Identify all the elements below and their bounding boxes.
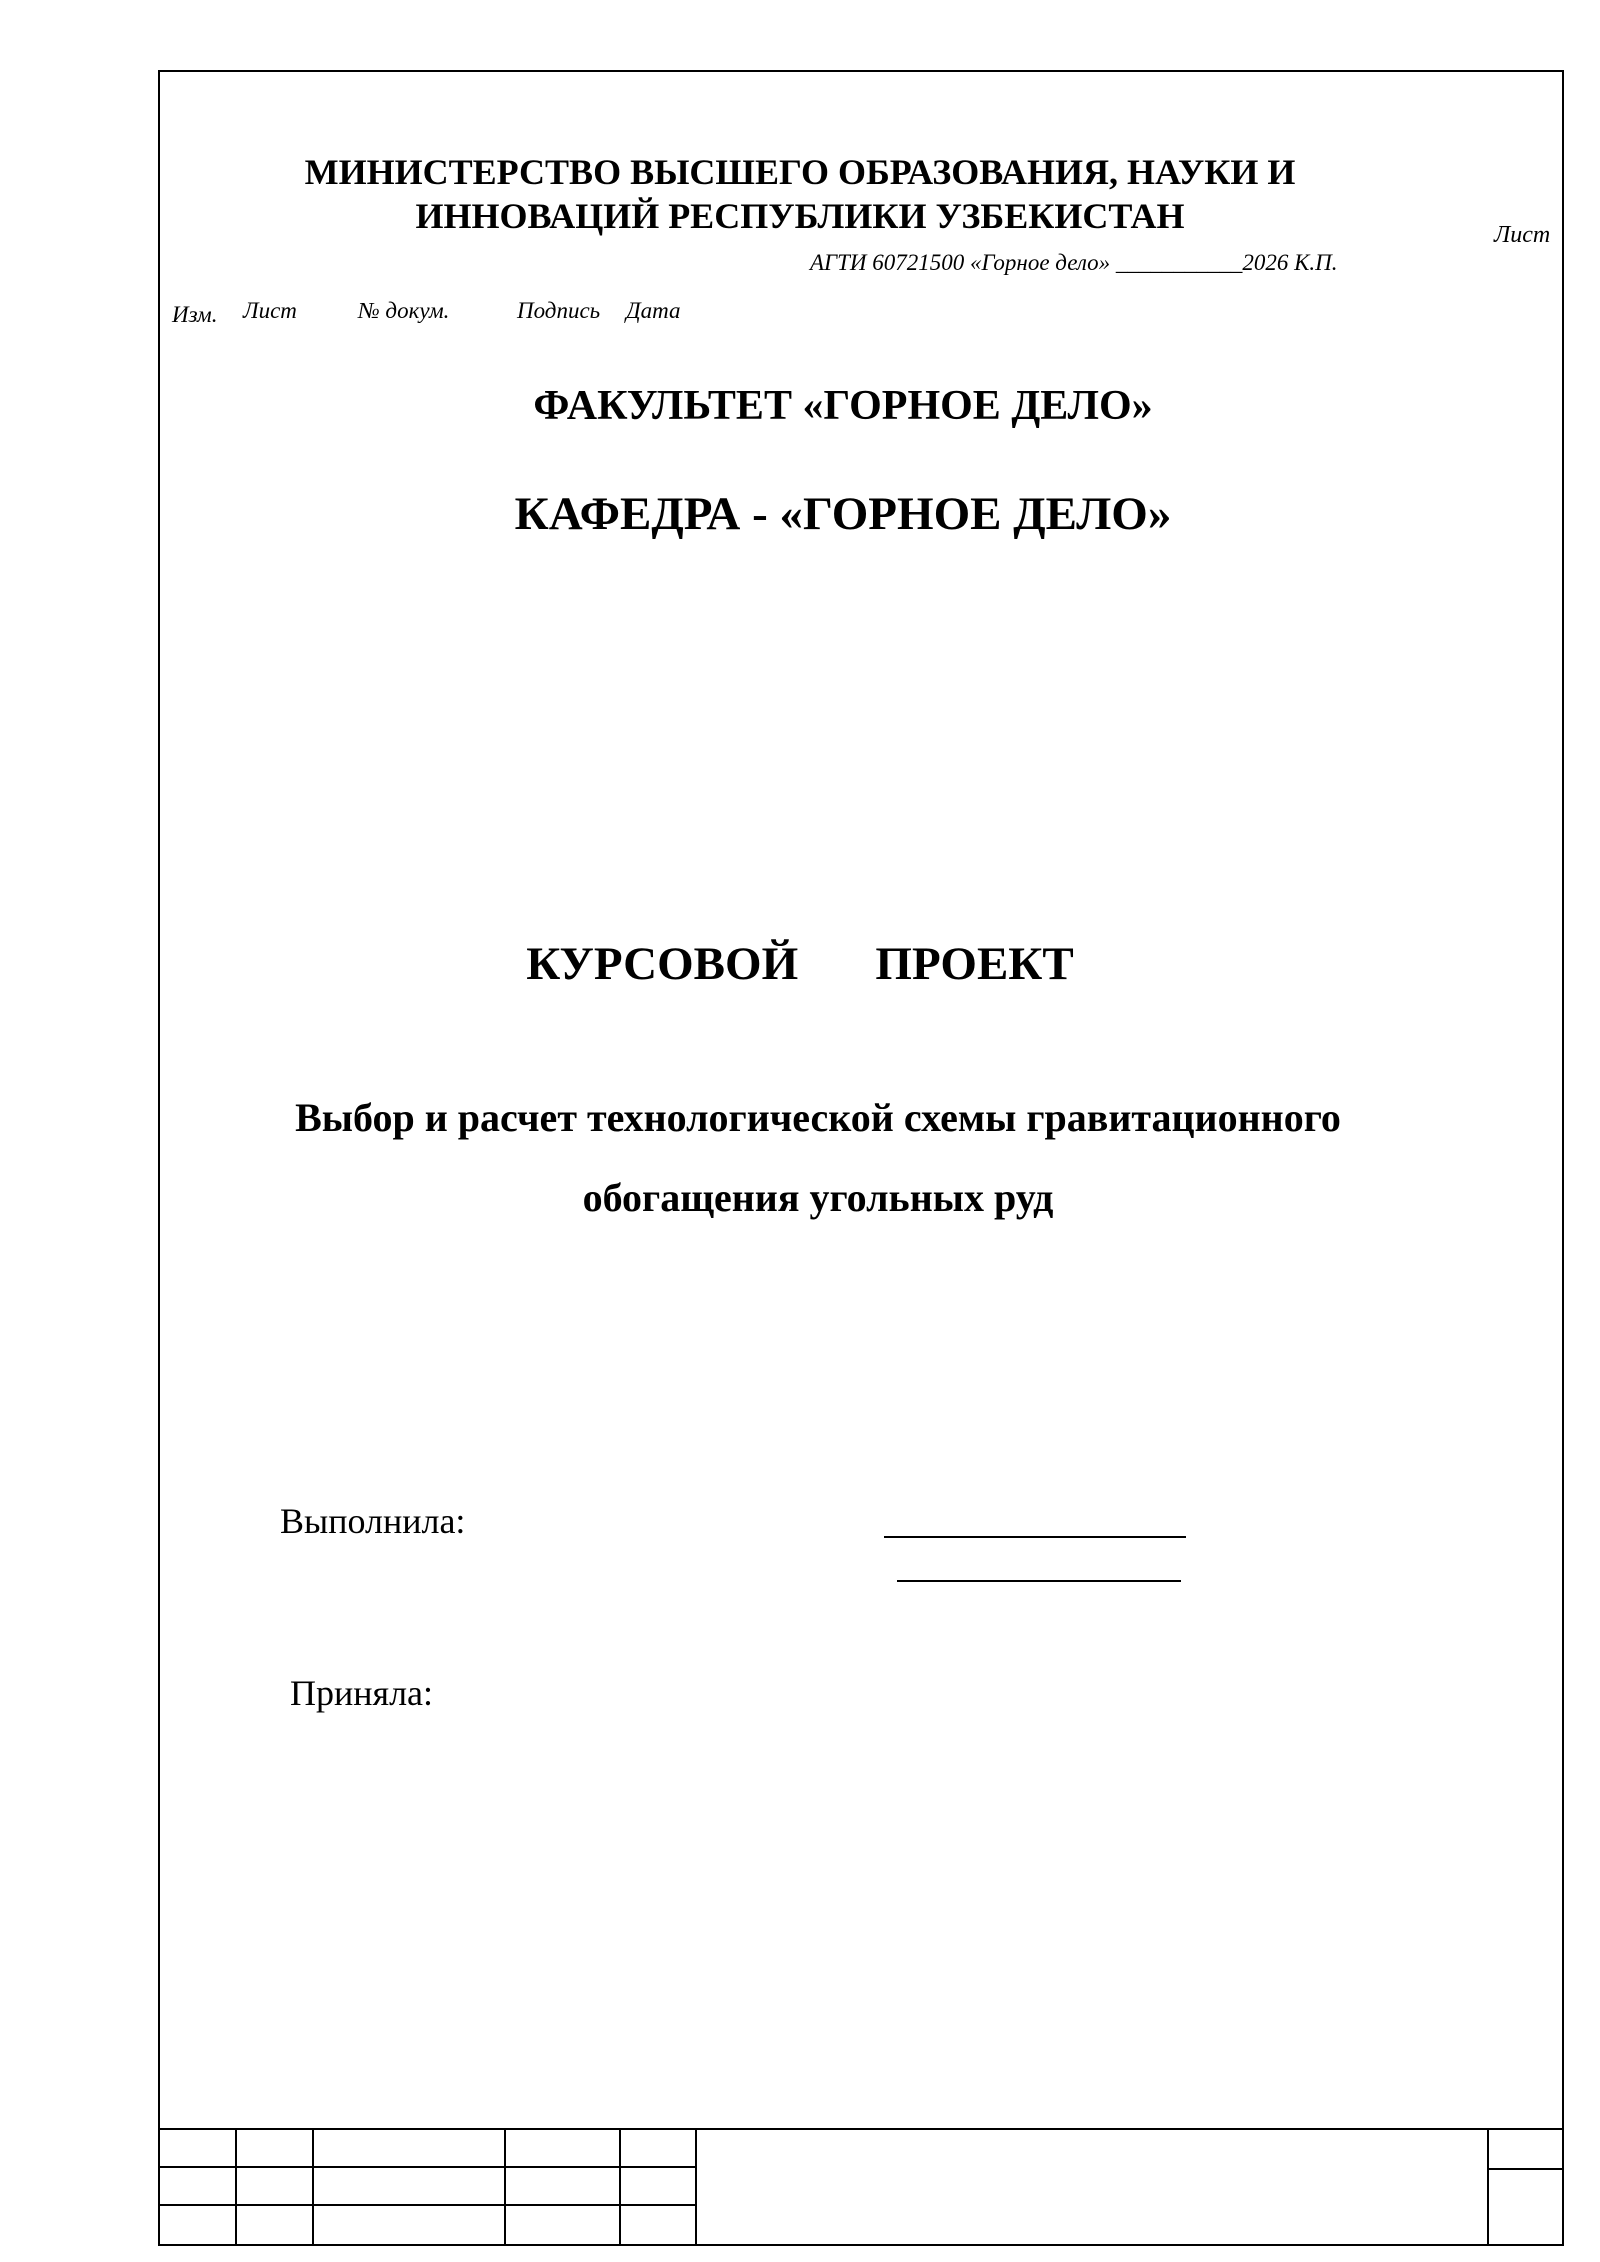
stamp-col-change: Изм. [172, 302, 218, 327]
performed-name-line [897, 1580, 1181, 1582]
stamp-grid-col-line [504, 2128, 506, 2244]
performed-signature-line [884, 1536, 1186, 1538]
faculty-title: ФАКУЛЬТЕТ «ГОРНОЕ ДЕЛО» [533, 383, 1153, 429]
document-code: АГТИ 60721500 «Горное дело» ___________2026 К.П. [810, 250, 1338, 275]
accepted-label: Приняла: [290, 1673, 434, 1713]
stamp-grid-col-line [1487, 2128, 1489, 2244]
project-topic-line-1: Выбор и расчет технологической схемы гравитационного [295, 1095, 1341, 1140]
ministry-heading [200, 150, 1400, 238]
stamp-grid-col-line [235, 2128, 237, 2244]
work-type-title: КУРСОВОЙ ПРОЕКТ [526, 938, 1074, 990]
stamp-grid-col-line [619, 2128, 621, 2244]
ministry-line-2: ИННОВАЦИЙ РЕСПУБЛИКИ УЗБЕКИСТАН [415, 196, 1185, 236]
stamp-grid-sheet-line [1488, 2168, 1564, 2170]
project-topic [180, 1078, 1456, 1238]
stamp-grid-col-line [312, 2128, 314, 2244]
stamp-grid-top-line [158, 2128, 1564, 2130]
project-topic-line-2: обогащения угольных руд [582, 1175, 1054, 1220]
stamp-col-doc-number: № докум. [358, 298, 450, 323]
ministry-line-1: МИНИСТЕРСТВО ВЫСШЕГО ОБРАЗОВАНИЯ, НАУКИ И [304, 152, 1296, 192]
stamp-col-signature: Подпись [517, 298, 601, 323]
stamp-col-sheet: Лист [243, 298, 297, 323]
sheet-label: Лист [1494, 222, 1551, 248]
performed-label: Выполнила: [280, 1501, 466, 1541]
stamp-grid-col-line [695, 2128, 697, 2244]
stamp-col-date: Дата [626, 298, 681, 323]
stamp-grid-row-line [158, 2166, 696, 2168]
department-title: КАФЕДРА - «ГОРНОЕ ДЕЛО» [514, 488, 1172, 540]
stamp-grid-row-line [158, 2204, 696, 2206]
